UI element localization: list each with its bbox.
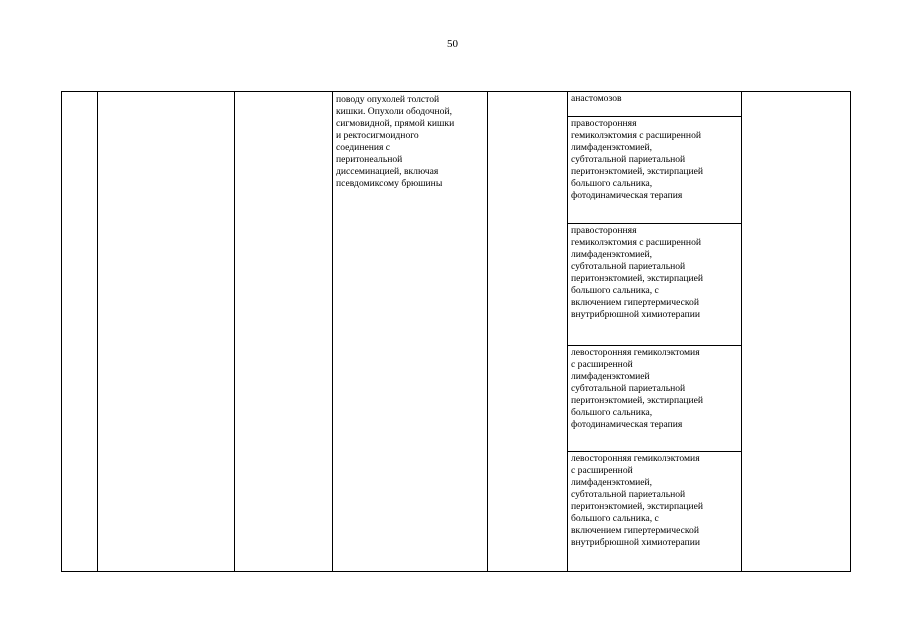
medical-procedures-table (61, 91, 851, 572)
diagnosis-text: поводу опухолей толстой кишки. Опухоли ободочной, сигмовидной, прямой кишки и ректосигмоидного соединения с перитонеальной диссеминацией, включая псевдомиксому брюшины (336, 94, 455, 189)
treatment-text: правосторонняя гемиколэктомия с расширенной лимфаденэктомией, субтотальной париетальной перитонэктомией, экстирпацией большого сальника, с включением гипертермической внутрибрюшной химиотерапии (571, 225, 704, 320)
treatment-cell (568, 452, 742, 572)
empty-cell-col2 (98, 92, 235, 572)
diagnosis-cell (333, 92, 488, 572)
page-number: 50 (447, 38, 458, 50)
empty-cell-col1 (62, 92, 98, 572)
empty-cell-col5 (488, 92, 568, 572)
treatment-text: левосторонняя гемиколэктомия с расширенной лимфаденэктомией, субтотальной париетальной перитонэктомией, экстирпацией большого сальника, с включением гипертермической внутрибрюшной химиотерапии (571, 453, 704, 548)
treatment-cell (568, 92, 742, 117)
empty-cell-col3 (235, 92, 333, 572)
treatment-cell (568, 117, 742, 224)
table-row (62, 92, 851, 117)
treatment-cell (568, 224, 742, 346)
treatment-text: правосторонняя гемиколэктомия с расширенной лимфаденэктомией, субтотальной париетальной перитонэктомией, экстирпацией большого сальника, фотодинамическая терапия (571, 118, 704, 201)
treatment-text: анастомозов (571, 93, 622, 104)
treatment-text: левосторонняя гемиколэктомия с расширенной лимфаденэктомией субтотальной париетальной перитонэктомией, экстирпацией большого сальника, фотодинамическая терапия (571, 347, 704, 430)
treatment-cell (568, 346, 742, 452)
empty-cell-col7 (742, 92, 851, 572)
